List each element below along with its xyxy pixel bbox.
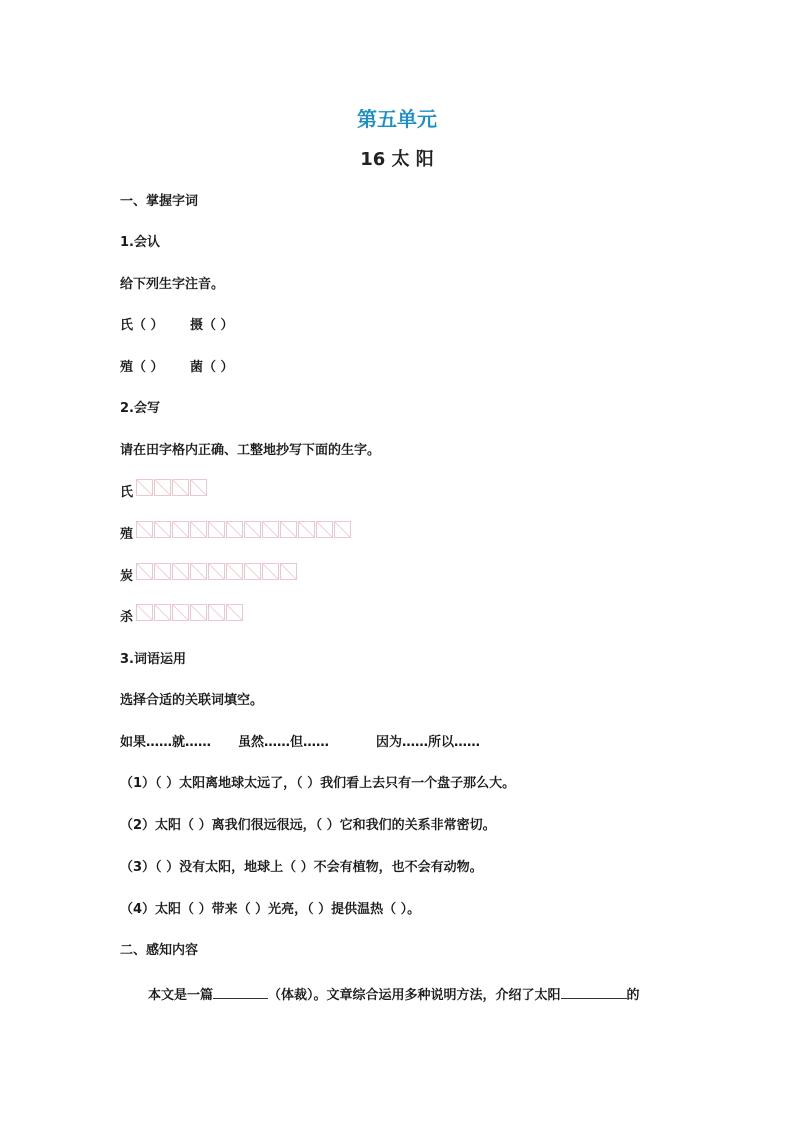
tianzige-cell[interactable] <box>226 521 243 538</box>
tianzige-cell[interactable] <box>298 521 315 538</box>
subheading-write: 2.会写 <box>120 401 160 416</box>
tianzige-cell[interactable] <box>226 563 243 580</box>
content-text: 本文是一篇 <box>148 988 214 1003</box>
section-heading-content: 二、感知内容 <box>120 943 199 958</box>
subheading-recognize: 1.会认 <box>120 235 160 250</box>
pinyin-item: 殖（ ） <box>120 360 164 375</box>
section-heading-vocabulary: 一、掌握字词 <box>120 194 199 209</box>
tianzige-cell[interactable] <box>172 563 189 580</box>
content-text: （体裁）。文章综合运用多种说明方法，介绍了太阳 <box>268 988 561 1003</box>
conjunction-option: 因为……所以…… <box>376 735 481 750</box>
tianzige-cell[interactable] <box>244 521 261 538</box>
fill-question: （1）（ ）太阳离地球太远了，（ ）我们看上去只有一个盘子那么大。 <box>120 776 516 791</box>
tianzige-cell[interactable] <box>190 521 207 538</box>
tianzige-cell[interactable] <box>154 604 171 621</box>
subheading-word-usage: 3.词语运用 <box>120 652 186 667</box>
tianzige-cell[interactable] <box>280 563 297 580</box>
tianzige-cell[interactable] <box>208 521 225 538</box>
tianzige-cell[interactable] <box>208 604 225 621</box>
copy-char-label: 炭 <box>120 569 134 584</box>
lesson-title: 16 太 阳 <box>360 149 434 170</box>
tianzige-cell[interactable] <box>136 604 153 621</box>
tianzige-grid[interactable] <box>136 563 298 580</box>
content-paragraph <box>148 985 640 1004</box>
copy-char-label: 杀 <box>120 610 134 625</box>
tianzige-cell[interactable] <box>172 604 189 621</box>
fill-question: （4）太阳（ ）带来（ ）光亮，（ ）提供温热（ ）。 <box>120 902 421 917</box>
tianzige-cell[interactable] <box>190 563 207 580</box>
tianzige-cell[interactable] <box>154 563 171 580</box>
answer-blank[interactable] <box>561 985 627 999</box>
tianzige-cell[interactable] <box>172 479 189 496</box>
tianzige-cell[interactable] <box>334 521 351 538</box>
pinyin-item: 菌（ ） <box>190 360 234 375</box>
tianzige-cell[interactable] <box>190 604 207 621</box>
tianzige-cell[interactable] <box>316 521 333 538</box>
tianzige-cell[interactable] <box>208 563 225 580</box>
pinyin-item: 摄（ ） <box>190 318 234 333</box>
tianzige-cell[interactable] <box>280 521 297 538</box>
tianzige-cell[interactable] <box>262 563 279 580</box>
answer-blank[interactable] <box>213 985 268 999</box>
tianzige-cell[interactable] <box>154 479 171 496</box>
conjunction-option: 虽然……但…… <box>238 735 330 750</box>
tianzige-grid[interactable] <box>136 521 352 538</box>
content-text: 的 <box>626 988 640 1003</box>
instruction-pinyin: 给下列生字注音。 <box>120 277 225 292</box>
tianzige-cell[interactable] <box>136 563 153 580</box>
unit-title: 第五单元 <box>357 107 437 131</box>
fill-question: （3）（ ）没有太阳，地球上（ ）不会有植物，也不会有动物。 <box>120 860 483 875</box>
copy-char-label: 殖 <box>120 527 134 542</box>
tianzige-grid[interactable] <box>136 604 244 621</box>
tianzige-grid[interactable] <box>136 479 208 496</box>
fill-question: （2）太阳（ ）离我们很远很远，（ ）它和我们的关系非常密切。 <box>120 818 496 833</box>
tianzige-cell[interactable] <box>136 479 153 496</box>
pinyin-item: 氏（ ） <box>120 318 164 333</box>
instruction-conjunctions: 选择合适的关联词填空。 <box>120 693 264 708</box>
tianzige-cell[interactable] <box>262 521 279 538</box>
tianzige-cell[interactable] <box>172 521 189 538</box>
conjunction-option: 如果……就…… <box>120 735 212 750</box>
copy-char-label: 氏 <box>120 485 134 500</box>
tianzige-cell[interactable] <box>226 604 243 621</box>
tianzige-cell[interactable] <box>154 521 171 538</box>
tianzige-cell[interactable] <box>244 563 261 580</box>
tianzige-cell[interactable] <box>190 479 207 496</box>
tianzige-cell[interactable] <box>136 521 153 538</box>
instruction-copy: 请在田字格内正确、工整地抄写下面的生字。 <box>120 443 381 458</box>
